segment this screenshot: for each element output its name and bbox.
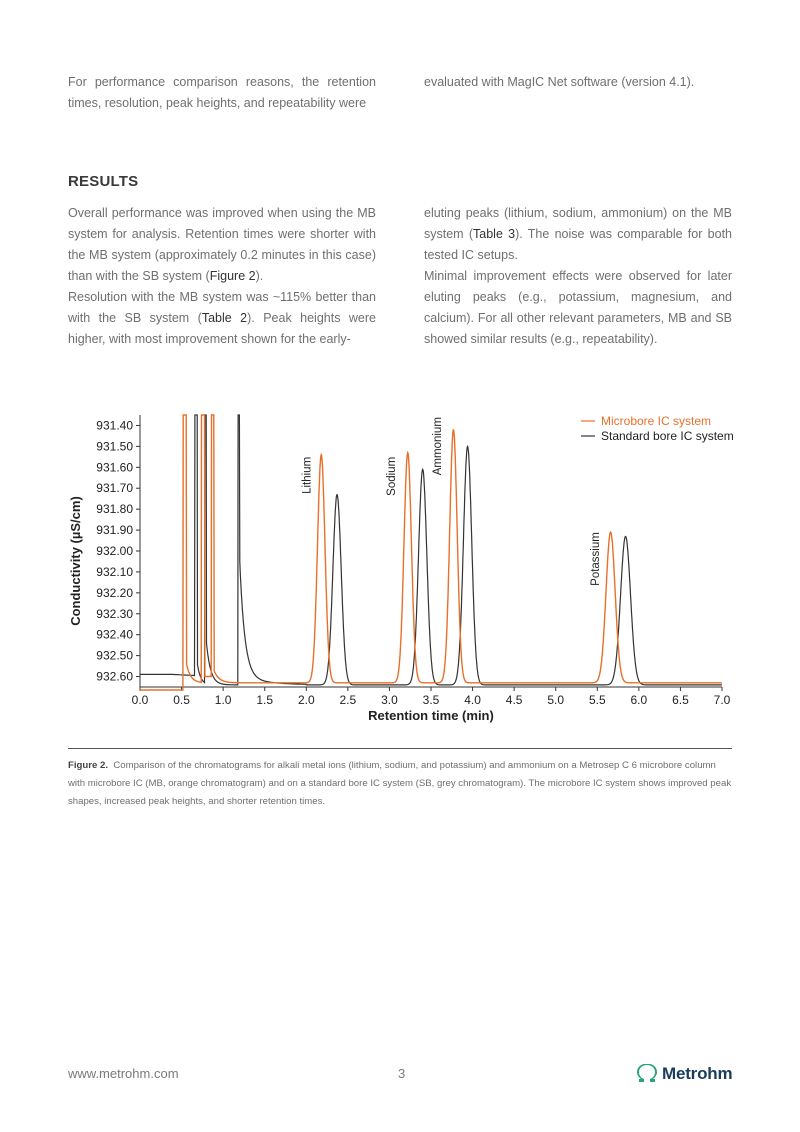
results-right-paragraph-2: Minimal improvement effects were observed for later eluting peaks (e.g., potassium, magnesium, and calcium). For all other relevant parameters, MB and SB showed similar results (e.g., repeatability). bbox=[424, 269, 732, 346]
results-right-column bbox=[424, 203, 732, 350]
x-tick-label: 0.5 bbox=[173, 693, 190, 707]
figure-caption bbox=[68, 757, 732, 811]
y-tick-label: 931.40 bbox=[96, 418, 133, 433]
logo-wordmark: Metrohm bbox=[662, 1064, 733, 1083]
figure-divider bbox=[68, 748, 732, 749]
results-heading: RESULTS bbox=[68, 173, 139, 190]
table-3-link[interactable]: Table 3 bbox=[473, 227, 516, 241]
x-tick-label: 4.0 bbox=[464, 693, 481, 707]
intro-right-text: evaluated with MagIC Net software (version 4.1). bbox=[424, 75, 695, 89]
y-tick-label: 931.70 bbox=[96, 481, 133, 496]
figure-2-chart bbox=[60, 405, 740, 735]
results-right-paragraph-1 bbox=[424, 203, 732, 266]
figure-2-link[interactable]: Figure 2 bbox=[209, 269, 256, 283]
results-left-p1-end: ). bbox=[255, 269, 264, 283]
omega-icon bbox=[636, 1064, 658, 1084]
x-tick-label: 1.0 bbox=[214, 693, 232, 707]
y-tick-label: 932.50 bbox=[96, 648, 133, 663]
results-left-p2-text: Resolution with the MB system was ~115% better than with the SB system ( bbox=[68, 290, 376, 325]
y-tick-label: 931.60 bbox=[96, 460, 133, 475]
x-tick-label: 7.0 bbox=[713, 693, 731, 707]
metrohm-logo bbox=[636, 1062, 736, 1086]
peak-label: Potassium bbox=[589, 532, 602, 586]
y-tick-label: 932.30 bbox=[96, 606, 133, 621]
results-right-p1-text: eluting peaks (lithium, sodium, ammonium) on the MB system ( bbox=[424, 206, 732, 241]
y-tick-label: 932.10 bbox=[96, 564, 133, 579]
results-left-column bbox=[68, 203, 376, 350]
peak-label: Ammonium bbox=[431, 417, 444, 476]
x-tick-label: 2.5 bbox=[339, 693, 357, 707]
x-tick-label: 6.5 bbox=[672, 693, 689, 707]
y-tick-label: 932.40 bbox=[96, 627, 133, 642]
x-tick-label: 2.0 bbox=[297, 693, 315, 707]
results-left-p2-end: ). Peak heights were higher, with most improvement shown for the early- bbox=[68, 311, 376, 346]
y-tick-label: 932.20 bbox=[96, 585, 133, 600]
results-left-p1-text: Overall performance was improved when using the MB system for analysis. Retention times were shorter with the MB system (approximately 0.2 minutes in this case) than with the SB system ( bbox=[68, 206, 376, 283]
y-tick-label: 931.90 bbox=[96, 523, 133, 538]
y-tick-label: 931.50 bbox=[96, 439, 133, 454]
intro-left-column bbox=[68, 72, 376, 114]
legend-entry: Standard bore IC system bbox=[601, 429, 734, 443]
chromatogram-svg bbox=[60, 405, 740, 735]
x-tick-label: 5.5 bbox=[588, 693, 606, 707]
y-tick-label: 931.80 bbox=[96, 502, 133, 517]
y-axis-label: Conductivity (µS/cm) bbox=[68, 496, 83, 626]
x-axis-label: Retention time (min) bbox=[368, 708, 494, 723]
results-left-paragraph-1 bbox=[68, 203, 376, 287]
y-tick-label: 932.60 bbox=[96, 669, 133, 684]
peak-label: Lithium bbox=[301, 456, 314, 494]
page-number: 3 bbox=[398, 1066, 406, 1081]
x-tick-label: 3.0 bbox=[381, 693, 398, 707]
results-right-p1-end: ). The noise was comparable for both tested IC setups. bbox=[424, 227, 732, 262]
x-tick-label: 1.5 bbox=[256, 693, 274, 707]
x-tick-label: 5.0 bbox=[547, 693, 565, 707]
footer-url[interactable]: www.metrohm.com bbox=[68, 1066, 179, 1081]
peak-label: Sodium bbox=[386, 456, 399, 496]
y-tick-label: 932.00 bbox=[96, 544, 133, 558]
intro-left-text: For performance comparison reasons, the retention times, resolution, peak heights, and repeatability were bbox=[68, 75, 376, 110]
caption-label: Figure 2. bbox=[68, 760, 108, 771]
results-left-paragraph-2 bbox=[68, 287, 376, 350]
legend-entry: Microbore IC system bbox=[601, 414, 712, 428]
table-2-link[interactable]: Table 2 bbox=[201, 311, 248, 325]
intro-right-column bbox=[424, 72, 732, 93]
x-tick-label: 6.0 bbox=[630, 693, 648, 707]
caption-text: Comparison of the chromatograms for alkali metal ions (lithium, sodium, and potassium) and ammonium on a Metrosep C 6 microbore column with microbore IC (MB, orange chromatogram) and on a standard bore IC system (SB, grey chromatogram). The microbore IC system shows improved peak shapes, increased peak heights, and shorter retention times. bbox=[68, 760, 732, 807]
x-tick-label: 4.5 bbox=[505, 693, 523, 707]
x-tick-label: 0.0 bbox=[131, 693, 149, 707]
x-tick-label: 3.5 bbox=[422, 693, 440, 707]
